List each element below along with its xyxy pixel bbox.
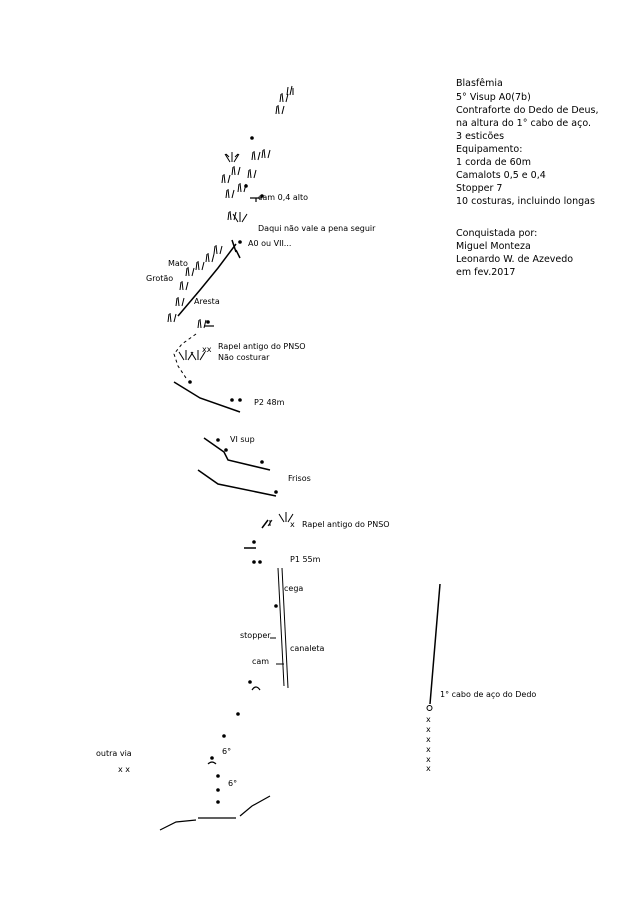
equipment-stopper: Stopper 7 <box>456 183 503 194</box>
label-cabo-aco: 1° cabo de aço do Dedo <box>440 690 537 699</box>
label-stopper: stopper <box>240 631 271 640</box>
bolt <box>274 490 278 494</box>
bolt <box>244 184 248 188</box>
rock-features <box>160 198 440 830</box>
label-outra-via: outra via <box>96 749 132 758</box>
traverse-dashed <box>174 334 196 378</box>
bolt <box>224 448 228 452</box>
cable-line <box>430 584 440 704</box>
equipment-camalots: Camalots 0,5 e 0,4 <box>456 170 546 181</box>
bolt <box>274 604 278 608</box>
cable-x-mark: x <box>426 735 431 744</box>
bolt <box>260 460 264 464</box>
grass-tuft <box>176 297 184 306</box>
bolt-p2 <box>238 398 242 402</box>
frisos-ledge <box>198 470 276 496</box>
label-a0: A0 ou VII... <box>248 239 292 248</box>
label-p1: P1 55m <box>290 555 321 564</box>
label-grotao: Grotão <box>146 274 174 283</box>
grass-tuft <box>226 189 234 198</box>
label-stop-here: Daqui não vale a pena seguir <box>258 224 376 233</box>
bolt <box>252 540 256 544</box>
credits-block <box>456 228 573 278</box>
label-cam-04: cam 0,4 alto <box>258 193 309 202</box>
grass-tuft <box>198 319 206 328</box>
bolt <box>248 680 252 684</box>
route-grade: 5° Visup A0(7b) <box>456 92 531 103</box>
bolt-p1 <box>258 560 262 564</box>
grass-tuft <box>214 245 222 254</box>
cable-x-mark: x <box>426 755 431 764</box>
bolt-p1 <box>252 560 256 564</box>
grass-tuft <box>252 151 260 160</box>
grass-tuft <box>206 253 214 262</box>
bolt-p2 <box>230 398 234 402</box>
label-mato: Mato <box>168 259 188 268</box>
grass-tuft <box>168 313 176 322</box>
lower-mark <box>208 762 216 764</box>
shrub-icon <box>268 520 272 526</box>
p2-ledge <box>174 382 240 412</box>
route-title: Blasfêmia <box>456 78 503 89</box>
shrub-icon <box>179 350 193 360</box>
shrub-icon <box>233 212 247 222</box>
route-labels <box>96 193 536 788</box>
bolt <box>236 712 240 716</box>
cam-curve <box>252 687 260 690</box>
grass-tuft <box>232 166 240 175</box>
grass-tuft <box>276 105 284 114</box>
label-grade-6-upper: 6° <box>222 747 232 756</box>
label-aresta: Aresta <box>194 297 220 306</box>
grass-tuft <box>196 261 204 270</box>
ground-line <box>160 796 270 830</box>
label-cega: cega <box>284 584 304 593</box>
grass-tuft <box>262 149 270 158</box>
cable-x-mark: x <box>426 745 431 754</box>
bolt <box>206 320 210 324</box>
grass-tuft <box>228 211 236 220</box>
label-cam: cam <box>252 657 270 666</box>
label-frisos: Frisos <box>288 474 311 483</box>
route-pitches: 3 esticões <box>456 131 505 142</box>
bolt <box>188 380 192 384</box>
bolt <box>216 788 220 792</box>
grass-tuft <box>248 169 256 178</box>
label-rapel-xx: xx <box>202 345 212 354</box>
label-rapel-x: x <box>290 520 295 529</box>
cable-x-mark: x <box>426 715 431 724</box>
label-outra-via-xx: x x <box>118 765 131 774</box>
label-nao-costurar: Não costurar <box>218 353 270 362</box>
cable-markers <box>426 715 431 773</box>
grass-tuft <box>180 281 188 290</box>
bolt <box>210 756 214 760</box>
grass-tuft <box>287 86 293 95</box>
route-location-1: Contraforte do Dedo de Deus, <box>456 105 599 116</box>
cable-x-mark: x <box>426 725 431 734</box>
grass-tuft <box>238 183 246 192</box>
equipment-rope: 1 corda de 60m <box>456 157 531 168</box>
label-rapel-antigo-1: Rapel antigo do PNSO <box>218 342 306 351</box>
label-canaleta: canaleta <box>290 644 325 653</box>
label-grade-6-lower: 6° <box>228 779 238 788</box>
cable-anchor <box>427 706 432 711</box>
equipment-title: Equipamento: <box>456 144 523 155</box>
label-vi-sup: VI sup <box>230 435 255 444</box>
label-p2: P2 48m <box>254 398 285 407</box>
credits-title: Conquistada por: <box>456 228 538 239</box>
grass-tuft <box>222 174 230 183</box>
credits-climber-2: Leonardo W. de Azevedo <box>456 254 574 265</box>
bolt <box>216 438 220 442</box>
route-info-block <box>456 78 599 207</box>
route-location-2: na altura do 1° cabo de aço. <box>456 118 592 129</box>
bolt <box>216 800 220 804</box>
credits-date: em fev.2017 <box>456 267 516 278</box>
equipment-quickdraws: 10 costuras, incluindo longas <box>456 196 595 207</box>
cable-x-mark: x <box>426 764 431 773</box>
shrub-icon <box>225 152 239 162</box>
bolt <box>216 774 220 778</box>
bolt <box>222 734 226 738</box>
bolt <box>238 240 242 244</box>
bolt <box>250 136 254 140</box>
credits-climber-1: Miguel Monteza <box>456 241 531 252</box>
label-rapel-antigo-2: Rapel antigo do PNSO <box>302 520 390 529</box>
grass-tuft <box>186 267 194 276</box>
bolts <box>188 136 278 804</box>
rapel-2-flake <box>262 520 268 528</box>
